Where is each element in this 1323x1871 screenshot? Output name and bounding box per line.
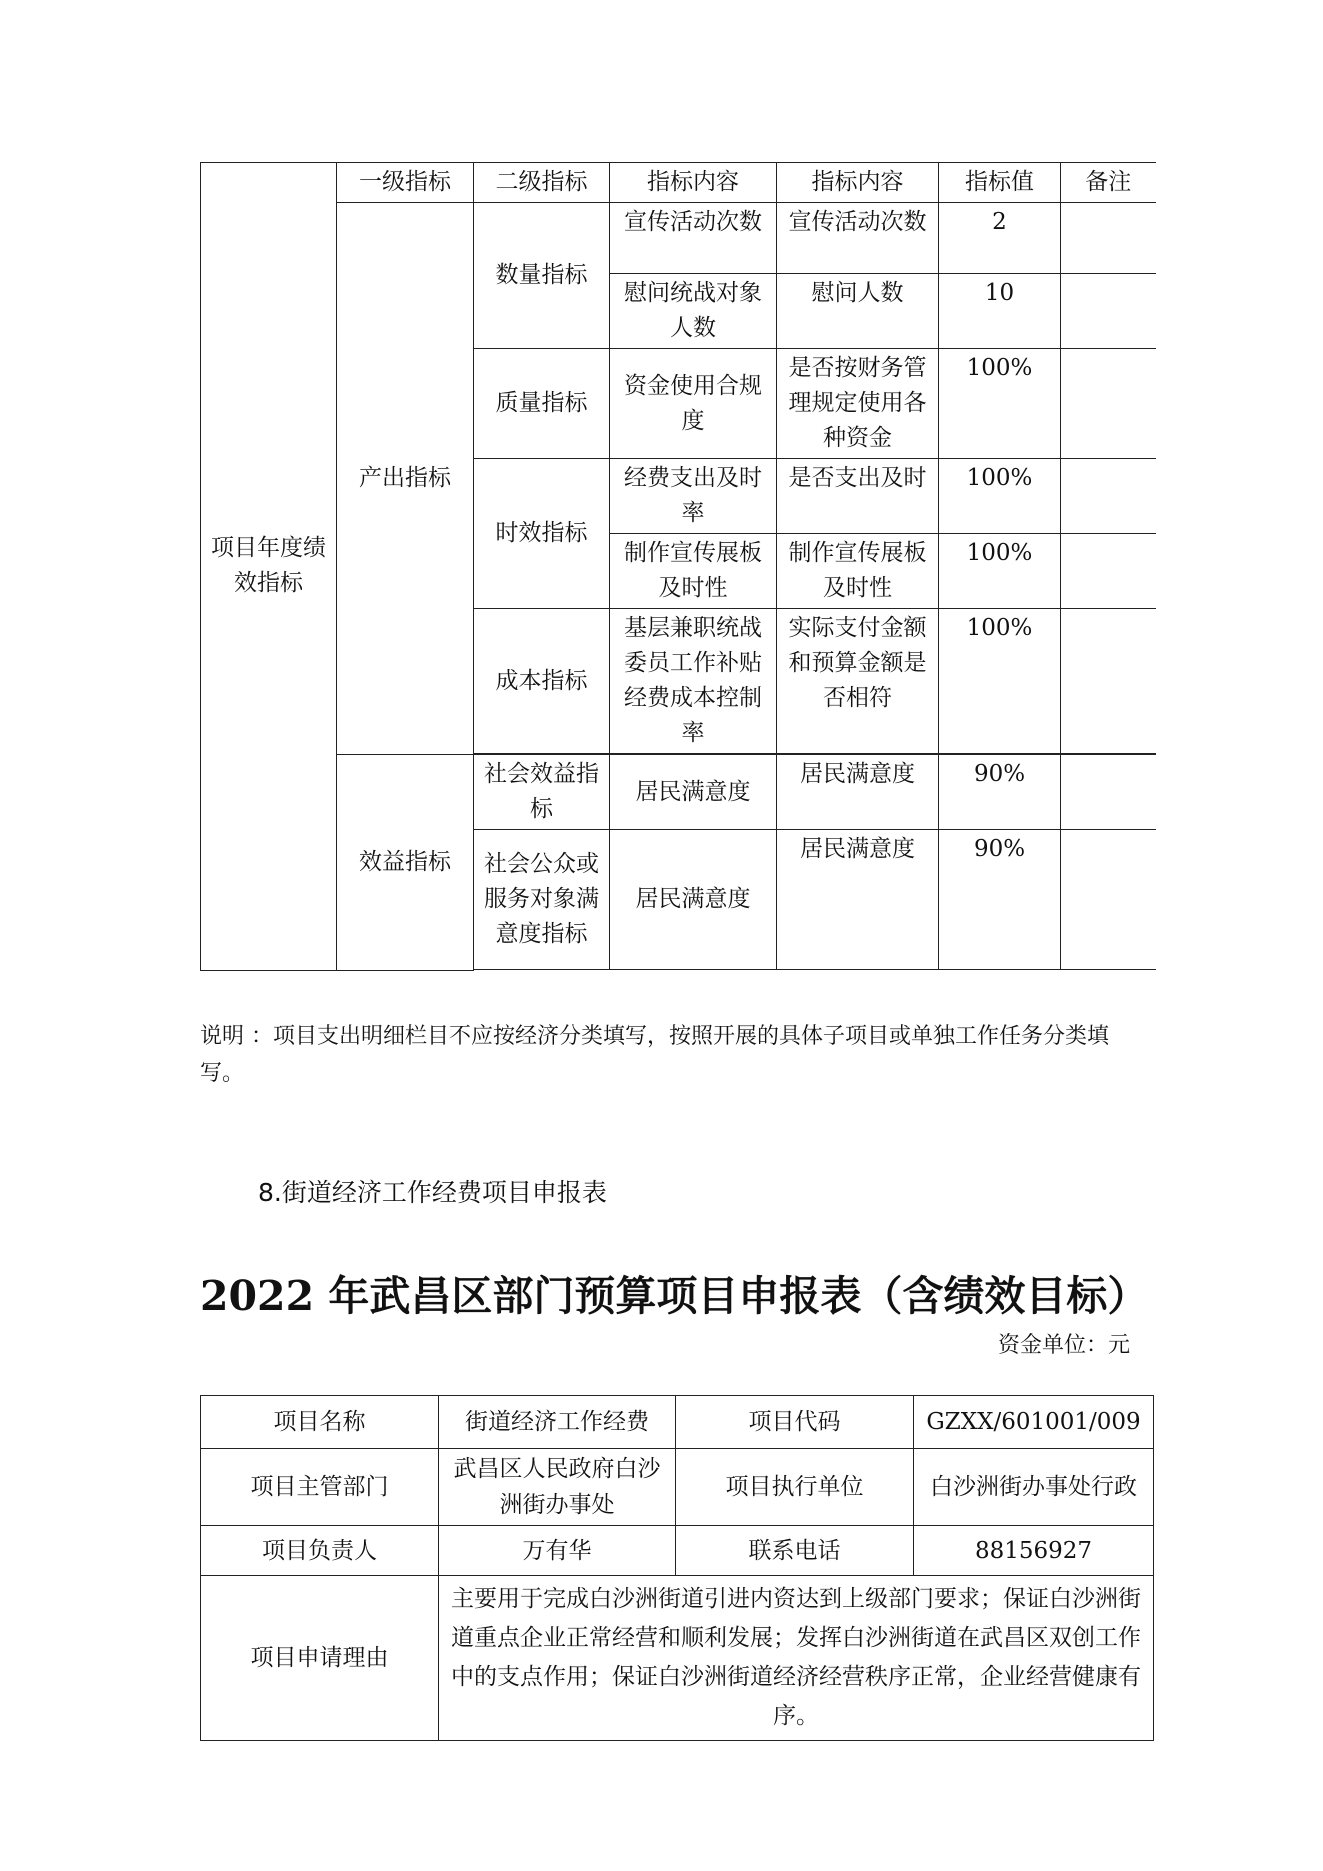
remark-cell	[1061, 203, 1156, 274]
indicator-value-cell: 2	[939, 203, 1061, 274]
indicator-content-cell: 居民满意度	[610, 755, 777, 830]
header-cell: 指标内容	[777, 163, 939, 203]
table-row	[201, 1526, 1154, 1576]
project-code-value: GZXX/601001/009	[914, 1396, 1154, 1449]
level2-satisfaction-cell: 社会公众或服务对象满意度指标	[474, 830, 610, 970]
project-name-label: 项目名称	[201, 1396, 439, 1449]
managing-dept-label: 项目主管部门	[201, 1449, 439, 1526]
indicator-detail-cell: 居民满意度	[777, 755, 939, 830]
indicator-content-cell: 居民满意度	[610, 830, 777, 970]
table-row	[201, 1576, 1154, 1741]
indicator-content-cell: 慰问统战对象人数	[610, 274, 777, 349]
project-code-label: 项目代码	[676, 1396, 914, 1449]
remark-cell	[1061, 459, 1156, 534]
project-name-value: 街道经济工作经费	[439, 1396, 676, 1449]
indicator-content-cell: 宣传活动次数	[610, 203, 777, 274]
executing-unit-value: 白沙洲街办事处行政	[914, 1449, 1154, 1526]
header-cell: 指标值	[939, 163, 1061, 203]
indicator-content-cell: 经费支出及时率	[610, 459, 777, 534]
indicator-value-cell: 90%	[939, 755, 1061, 830]
remark-cell	[1061, 609, 1156, 754]
indicator-detail-cell: 是否按财务管理规定使用各种资金	[777, 349, 939, 459]
indicator-detail-cell: 是否支出及时	[777, 459, 939, 534]
explanatory-note: 说明 ：项目支出明细栏目不应按经济分类填写，按照开展的具体子项目或单独工作任务分类填写。	[200, 1024, 1109, 1086]
project-info-table	[200, 1395, 1154, 1741]
page-title: 2022 年武昌区部门预算项目申报表（含绩效目标）	[200, 1272, 1149, 1320]
indicator-value-cell: 90%	[939, 830, 1061, 970]
level2-cost-cell: 成本指标	[474, 609, 610, 754]
performance-indicator-table	[200, 162, 1156, 971]
level1-benefit-cell: 效益指标	[337, 755, 474, 971]
indicator-detail-cell: 实际支付金额和预算金额是否相符	[777, 609, 939, 754]
project-lead-value: 万有华	[439, 1526, 676, 1576]
remark-cell	[1061, 349, 1156, 459]
indicator-value-cell: 100%	[939, 609, 1061, 754]
indicator-value-cell: 100%	[939, 459, 1061, 534]
indicator-detail-cell: 宣传活动次数	[777, 203, 939, 274]
remark-cell	[1061, 755, 1156, 830]
table-row	[201, 1396, 1154, 1449]
level1-output-cell: 产出指标	[337, 203, 474, 755]
remark-cell	[1061, 274, 1156, 349]
indicator-content-cell: 资金使用合规度	[610, 349, 777, 459]
section-label-cell: 项目年度绩效指标	[201, 163, 337, 971]
header-cell: 备注	[1061, 163, 1156, 203]
level2-social-cell: 社会效益指标	[474, 755, 610, 830]
project-lead-label: 项目负责人	[201, 1526, 439, 1576]
section-heading: 8.街道经济工作经费项目申报表	[258, 1178, 607, 1207]
application-reason-label: 项目申请理由	[201, 1576, 439, 1741]
executing-unit-label: 项目执行单位	[676, 1449, 914, 1526]
table-row	[201, 203, 1156, 274]
indicator-detail-cell: 慰问人数	[777, 274, 939, 349]
level2-timeliness-cell: 时效指标	[474, 459, 610, 609]
header-cell: 指标内容	[610, 163, 777, 203]
application-reason-value: 主要用于完成白沙洲街道引进内资达到上级部门要求；保证白沙洲街道重点企业正常经营和顺利发展；发挥白沙洲街道在武昌区双创工作中的支点作用；保证白沙洲街道经济经营秩序正常，企业经营健康有序。	[439, 1576, 1154, 1741]
indicator-value-cell: 10	[939, 274, 1061, 349]
indicator-detail-cell: 制作宣传展板及时性	[777, 534, 939, 609]
currency-unit-label: 资金单位：元	[997, 1333, 1130, 1358]
header-cell: 二级指标	[474, 163, 610, 203]
remark-cell	[1061, 830, 1156, 970]
phone-label: 联系电话	[676, 1526, 914, 1576]
level2-quality-cell: 质量指标	[474, 349, 610, 459]
phone-value: 88156927	[914, 1526, 1154, 1576]
indicator-content-cell: 基层兼职统战委员工作补贴经费成本控制率	[610, 609, 777, 754]
table-row	[201, 755, 1156, 830]
indicator-value-cell: 100%	[939, 349, 1061, 459]
header-cell: 一级指标	[337, 163, 474, 203]
indicator-detail-cell: 居民满意度	[777, 830, 939, 970]
indicator-content-cell: 制作宣传展板及时性	[610, 534, 777, 609]
level2-quantity-cell: 数量指标	[474, 203, 610, 349]
indicator-value-cell: 100%	[939, 534, 1061, 609]
remark-cell	[1061, 534, 1156, 609]
table-row	[201, 1449, 1154, 1526]
managing-dept-value: 武昌区人民政府白沙洲街办事处	[439, 1449, 676, 1526]
table-header-row	[201, 163, 1156, 203]
